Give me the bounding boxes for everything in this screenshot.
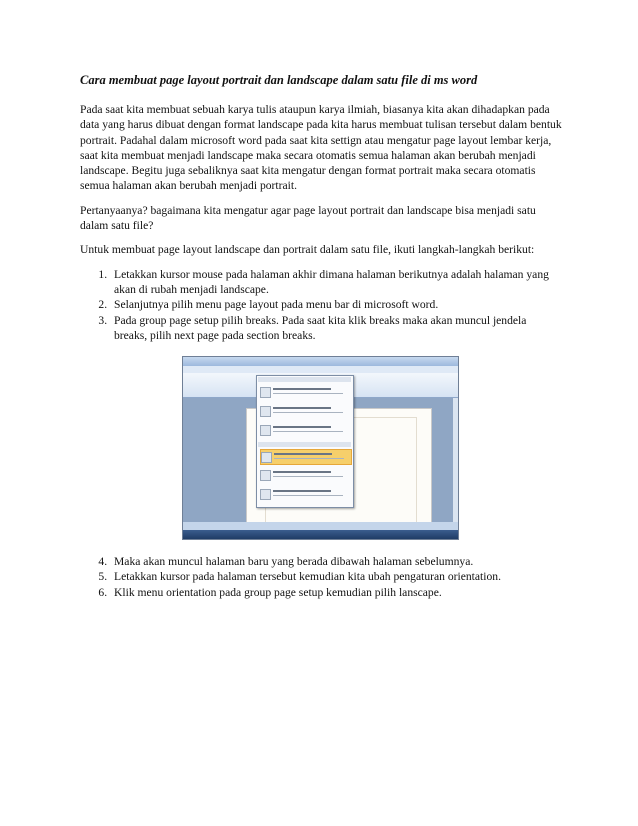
step-item: 1. Letakkan kursor mouse pada halaman akhir dimana halaman berikutnya adalah halaman yang akan di rubah menjadi landscape. bbox=[110, 267, 562, 298]
ribbon-tabs bbox=[183, 366, 458, 373]
document-title: Cara membuat page layout portrait dan landscape dalam satu file di ms word bbox=[80, 73, 478, 87]
paragraph-steps-intro: Untuk membuat page layout landscape dan portrait dalam satu file, ikuti langkah-langkah berikut: bbox=[80, 243, 535, 257]
dropdown-item-highlighted bbox=[260, 449, 352, 465]
document-content bbox=[80, 72, 562, 600]
dropdown-item bbox=[260, 468, 350, 482]
vertical-scrollbar bbox=[453, 398, 458, 522]
window-titlebar bbox=[183, 357, 458, 366]
step-item: 4. Maka akan muncul halaman baru yang berada dibawah halaman sebelumnya. bbox=[110, 554, 562, 569]
dropdown-item bbox=[260, 423, 350, 437]
status-bar bbox=[183, 522, 458, 530]
next-page-icon bbox=[261, 452, 272, 463]
even-page-icon bbox=[260, 489, 271, 500]
dropdown-section-header bbox=[258, 377, 351, 382]
breaks-dropdown bbox=[256, 375, 354, 508]
dropdown-item bbox=[260, 404, 350, 418]
step-item: 6. Klik menu orientation pada group page setup kemudian pilih lanscape. bbox=[110, 585, 562, 600]
paragraph-intro: Pada saat kita membuat sebuah karya tulis ataupun karya ilmiah, biasanya kita akan dihadapkan pada data yang harus dibuat dengan format landscape pada kita harus membuat tulisan tersebut dalam bentuk portrait. Padahal dalam microsoft word pada saat kita settign atau mengatur page layout lembar kerja, saat kita membuat menjadi landscape maka secara otomatis semua halaman akan berubah menjadi landscape. Begitu juga sebaliknya saat kita mengatur dengan format portrait maka secara otomatis semua halaman akan berubah menjadi portrait. bbox=[80, 103, 562, 193]
page-break-icon bbox=[260, 387, 271, 398]
steps-list-first bbox=[80, 267, 562, 343]
word-breaks-menu-screenshot bbox=[182, 356, 459, 540]
steps-list-second bbox=[80, 554, 562, 600]
step-item: 5. Letakkan kursor pada halaman tersebut kemudian kita ubah pengaturan orientation. bbox=[110, 569, 562, 584]
dropdown-item bbox=[260, 487, 350, 501]
continuous-icon bbox=[260, 470, 271, 481]
taskbar bbox=[183, 530, 458, 539]
step-item: 2. Selanjutnya pilih menu page layout pada menu bar di microsoft word. bbox=[110, 297, 562, 312]
paragraph-question: Pertanyaanya? bagaimana kita mengatur agar page layout portrait dan landscape bisa menjadi satu dalam satu file? bbox=[80, 203, 536, 233]
column-break-icon bbox=[260, 406, 271, 417]
dropdown-item bbox=[260, 385, 350, 399]
step-item: 3. Pada group page setup pilih breaks. Pada saat kita klik breaks maka akan muncul jendela breaks, pilih next page pada section breaks. bbox=[110, 313, 562, 344]
text-wrapping-icon bbox=[260, 425, 271, 436]
dropdown-section-header bbox=[258, 442, 351, 447]
